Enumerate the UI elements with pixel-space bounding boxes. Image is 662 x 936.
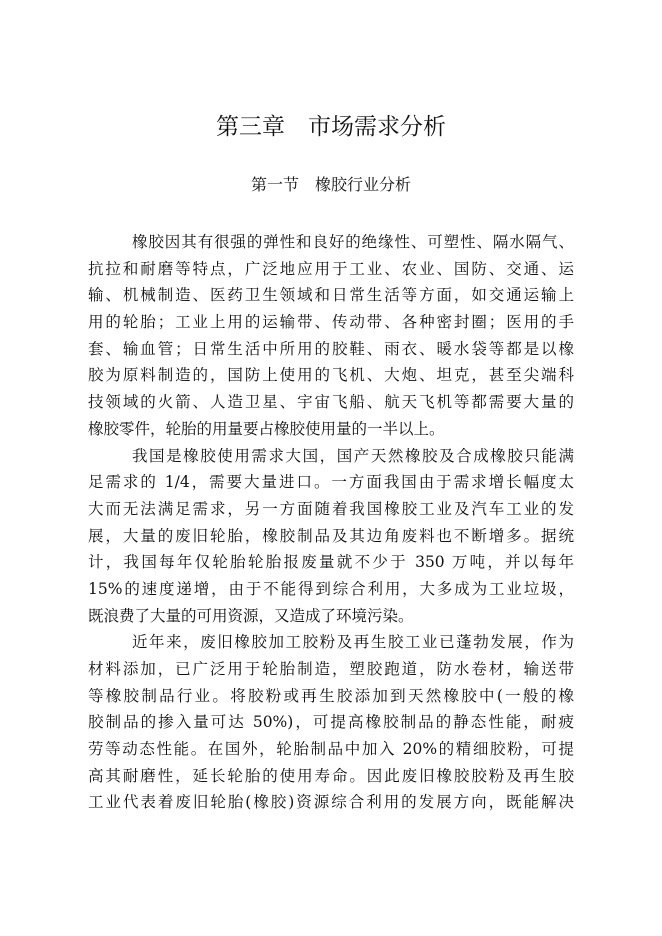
text-line: 15%的速度递增，由于不能得到综合利用，大多成为工业垃圾， [88,579,574,598]
paragraph-2 [88,443,574,630]
text-line: 我国是橡胶使用需求大国，国产天然橡胶及合成橡胶只能满 [132,446,574,465]
section-title: 第一节 橡胶行业分析 [250,175,411,194]
text-line: 套、输血管；日常生活中所用的胶鞋、雨衣、暖水袋等都是以橡 [88,339,574,358]
text-line: 工业代表着废旧轮胎(橡胶)资源综合利用的发展方向，既能解决 [88,793,574,812]
body-text [88,229,574,816]
text-line: 等橡胶制品行业。将胶粉或再生胶添加到天然橡胶中(一般的橡 [88,686,574,705]
text-line: 足需求的 1/4，需要大量进口。一方面我国由于需求增长幅度太 [88,473,574,492]
paragraph-3 [88,629,574,816]
text-line: 胶为原料制造的，国防上使用的飞机、大炮、坦克，甚至尖端科 [88,366,574,385]
text-line: 近年来，废旧橡胶加工胶粉及再生胶工业已蓬勃发展，作为 [132,633,574,652]
text-line: 材料添加，已广泛用于轮胎制造，塑胶跑道，防水卷材，输送带 [88,660,574,678]
chapter-title: 第三章 市场需求分析 [216,114,446,140]
text-line: 劳等动态性能。在国外，轮胎制品中加入 20%的精细胶粉，可提 [88,740,574,759]
text-line: 橡胶因其有很强的弹性和良好的绝缘性、可塑性、隔水隔气、 [132,233,574,251]
text-line: 抗拉和耐磨等特点，广泛地应用于工业、农业、国防、交通、运 [88,259,574,278]
text-line: 技领域的火箭、人造卫星、宇宙飞船、航天飞机等都需要大量的 [88,393,574,412]
text-line: 胶制品的掺入量可达 50%)，可提高橡胶制品的静态性能，耐疲 [88,713,574,732]
text-line: 用的轮胎；工业上用的运输带、传动带、各种密封圈；医用的手 [88,313,574,332]
paragraph-1 [88,229,574,443]
text-line: 既浪费了大量的可用资源，又造成了环境污染。 [88,606,414,625]
text-line: 计，我国每年仅轮胎轮胎报废量就不少于 350 万吨，并以每年 [88,553,574,572]
text-line: 高其耐磨性，延长轮胎的使用寿命。因此废旧橡胶胶粉及再生胶 [88,766,574,785]
text-line: 输、机械制造、医药卫生领域和日常生活等方面，如交通运输上 [88,286,574,305]
text-line: 橡胶零件，轮胎的用量要占橡胶使用量的一半以上。 [88,419,445,438]
text-line: 展，大量的废旧轮胎，橡胶制品及其边角废料也不断增多。据统 [88,526,574,545]
text-line: 大而无法满足需求，另一方面随着我国橡胶工业及汽车工业的发 [88,499,574,518]
